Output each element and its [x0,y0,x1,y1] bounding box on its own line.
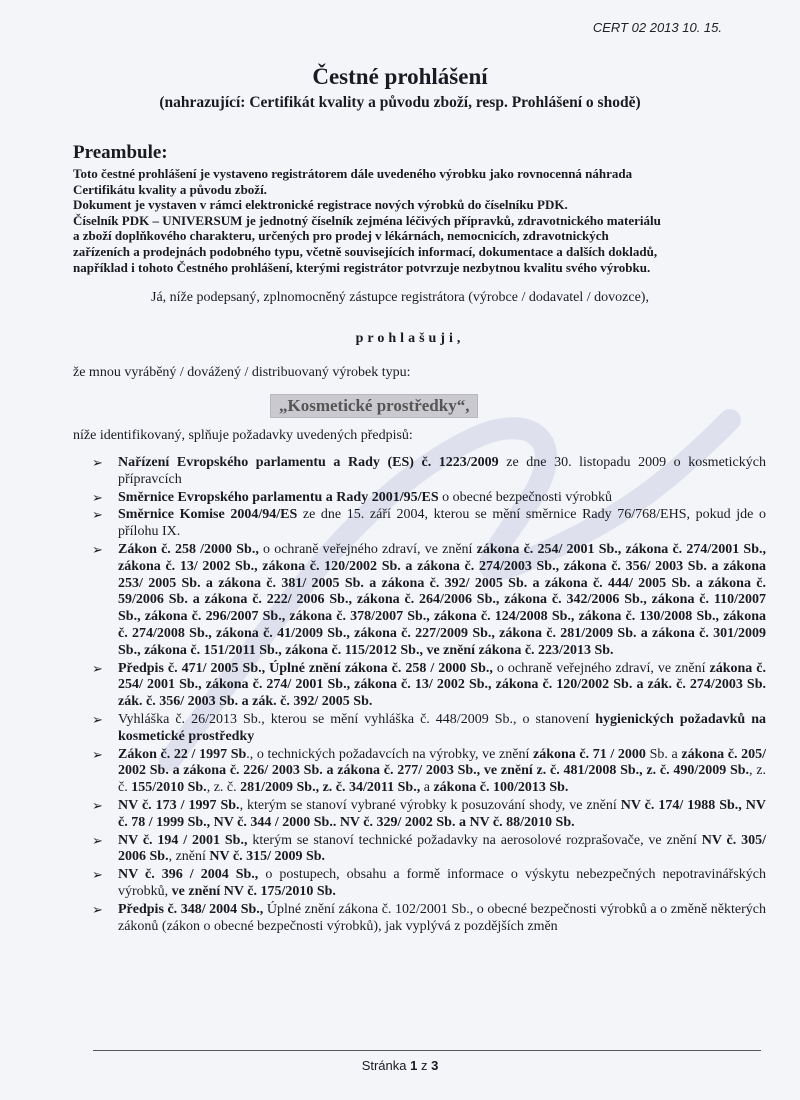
regulation-text: NV č. 305/ 2006 Sb. [118,832,766,865]
document-title: Čestné prohlášení [312,64,488,89]
regulation-text: ze dne 30. listopadu 2009 o kosmetických přípravcích [118,455,766,487]
regulation-text: NV č. 194 / 2001 Sb., [118,832,248,848]
regulation-text: kterým se stanoví technické požadavky na aerosolové rozprašovače, ve znění [247,832,702,848]
regulation-text: o ochraně veřejného zdraví, ve znění [492,660,710,676]
declaration-word: prohlašuji, [355,331,465,346]
regulation-text: NV č. 396 / 2004 Sb., [118,867,259,883]
compliance-intro: níže identifikovaný, splňuje požadavky uvedených předpisů: [73,428,413,443]
total-pages: 3 [431,1058,439,1073]
arrow-bullet-icon: ➢ [92,489,103,505]
regulation-text: Sb. a [645,746,682,762]
current-page: 1 [410,1058,418,1073]
arrow-bullet-icon: ➢ [92,901,103,917]
preamble-line: a zboží doplňkového charakteru, určených pro prodej v lékárnách, nemocnicích, zdravotnických [73,228,609,244]
regulation-text: , z. č. [206,780,241,796]
arrow-bullet-icon: ➢ [92,507,103,523]
regulation-item [92,747,766,797]
page-label: Stránka [361,1058,411,1073]
regulation-text: zákona č. 254/ 2001 Sb., zákona č. 274/ 2001 Sb., zákona č. 13/ 2002 Sb., zákona č. 120/2002 Sb. a zák. č. 274/2003 Sb. zák. č. 356/ 2003 Sb. a zák. č. 392/ 2005 Sb. [118,660,766,710]
regulation-text: , kterým se stanoví vybrané výrobky k posuzování shody, ve znění [239,797,621,813]
preamble-heading: Preambule: [73,142,168,163]
regulation-text: Nařízení Evropského parlamentu a Rady (ES) č. 1223/2009 [118,455,499,470]
regulation-item [92,507,766,541]
regulation-text: 155/2010 Sb. [131,780,207,796]
arrow-bullet-icon: ➢ [92,832,103,848]
regulation-text: zákona č. 205/ 2002 Sb. a zákona č. 226/ 2003 Sb. a zákona č. 277/ 2003 Sb., ve znění z. č. 481/2008 Sb., z. č. 490/2009 Sb. [118,746,767,779]
regulation-text: NV č. 315/ 2009 Sb. [209,849,326,865]
regulation-text: Zákon č. 258 /2000 Sb., [118,541,259,557]
regulation-text: Úplné znění zákona č. 102/2001 Sb., o obecné bezpečnosti výrobků a o změně některých zákonů (zákon o obecné bezpečnosti výrobků), jak vyplývá z pozdějších změn [118,901,766,934]
regulation-text: Směrnice Evropského parlamentu a Rady 2001/95/ES [118,489,439,505]
regulation-text: zákona č. 100/2013 Sb. [433,780,569,796]
regulation-text: o obecné bezpečnosti výrobků [438,489,612,505]
regulation-text: Předpis č. 348/ 2004 Sb., [118,901,264,917]
document-code: CERT 02 2013 10. 15. [592,20,722,35]
regulation-item [92,490,766,507]
document-subtitle: (nahrazující: Certifikát kvality a původu zboží, resp. Prohlášení o shodě) [159,94,641,111]
preamble-line: Certifikátu kvality a původu zboží. [73,181,267,197]
regulation-item [92,661,766,711]
regulation-item [92,867,766,901]
product-type-highlight: „Kosmetické prostředky“, [270,394,478,418]
regulation-text: 281/2009 Sb., z. č. 34/2011 Sb., [240,780,421,796]
regulation-text: zákona č. 71 / 2000 [532,746,646,762]
page-separator: z [417,1058,432,1073]
arrow-bullet-icon: ➢ [92,711,103,727]
regulation-text: a [420,780,434,796]
arrow-bullet-icon: ➢ [92,660,103,676]
declarant-statement: Já, níže podepsaný, zplnomocněný zástupce registrátora (výrobce / dodavatel / dovozce), [151,290,649,305]
preamble-line: například i tohoto Čestného prohlášení, kterými registrátor potvrzuje nezbytnou kvalitu svého výrobku. [73,259,651,275]
regulation-item [92,902,766,936]
arrow-bullet-icon: ➢ [92,455,103,470]
regulation-text: Předpis č. 471/ 2005 Sb., Úplné znění zákona č. 258 / 2000 Sb., [118,660,493,676]
regulation-text: NV č. 174/ 1988 Sb., NV č. 78 / 1999 Sb., NV č. 344 / 2000 Sb.. NV č. 329/ 2002 Sb. a NV č. 88/2010 Sb. [118,797,766,830]
regulation-text: , znění [168,849,210,865]
regulation-text: Zákon č. 22 / 1997 Sb [118,746,247,762]
regulation-text: o ochraně veřejného zdraví, ve znění [258,541,477,557]
page-number [0,1058,800,1073]
arrow-bullet-icon: ➢ [92,541,103,557]
regulation-text: ve znění NV č. 175/2010 Sb. [171,883,336,899]
regulation-text: Vyhláška č. 26/2013 Sb., kterou se mění vyhláška č. 448/2009 Sb., o stanovení [118,711,596,727]
regulation-text: hygienických požadavků na kosmetické prostředky [118,711,766,744]
regulation-text: Směrnice Komise 2004/94/ES [118,507,298,523]
regulations-list [92,455,766,936]
regulation-item [92,798,766,832]
regulation-text: NV č. 173 / 1997 Sb. [118,797,240,813]
product-intro: že mnou vyráběný / dovážený / distribuovaný výrobek typu: [73,365,411,380]
preamble-line: Číselník PDK – UNIVERSUM je jednotný číselník zejména léčivých přípravků, zdravotnického materiálu [73,212,661,228]
regulation-item [92,455,766,489]
preamble-line: Dokument je vystaven v rámci elektronické registrace nových výrobků do číselníku PDK. [73,197,568,213]
regulation-text: ., o technických požadavcích na výrobky, ve znění [246,746,533,762]
arrow-bullet-icon: ➢ [92,867,103,883]
regulation-text: zákona č. 254/ 2001 Sb., zákona č. 274/2001 Sb., zákona č. 13/ 2002 Sb., zákona č. 120/2002 Sb. a zákona č. 274/2003 Sb., zákona č. 356/ 2003 Sb. a zákona 253/ 2005 Sb. a zákona č. 381/ 2005 Sb. a zákona č. 392/ 2005 Sb. a zákona č. 444/ 2005 Sb. a zákona č. 59/2006 Sb. a zákona č. 222/ 2006 Sb., zákona č. 264/2006 Sb., zákona č. 342/2006 Sb., zákona č. 110/2007 Sb., zákona č. 296/2007 Sb., zákona č. 378/2007 Sb., zákona č. 124/2008 Sb., zákona č. 130/2008 Sb., zákona č. 274/2008 Sb., zákona č. 41/2009 Sb., zákona č. 227/2009 Sb., zákona č. 281/2009 Sb. a zákona č. 301/2009 Sb., zákona č. 151/2011 Sb., zákona č. 115/2012 Sb., ve znění zákona č. 223/2013 Sb. [118,541,766,658]
footer-divider [93,1050,761,1051]
regulation-text: o postupech, obsahu a formě informace o výskytu nebezpečných nepotravinářských výrobků, [118,867,766,899]
preamble-line: Toto čestné prohlášení je vystaveno registrátorem dále uvedeného výrobku jako rovnocenná náhrada [73,166,633,181]
arrow-bullet-icon: ➢ [92,746,103,762]
regulation-item [92,712,766,746]
preamble-body [73,166,753,275]
regulation-item [92,542,766,660]
preamble-line: zařízeních a prodejnách podobného typu, včetně souvisejících informací, dokumentace a dalších dokladů, [73,243,658,259]
arrow-bullet-icon: ➢ [92,797,103,813]
regulation-text: ze dne 15. září 2004, kterou se mění směrnice Rady 76/768/EHS, pokud jde o přílohu IX. [118,507,766,540]
regulation-text: , z. č. [118,763,766,796]
regulation-item [92,833,766,867]
